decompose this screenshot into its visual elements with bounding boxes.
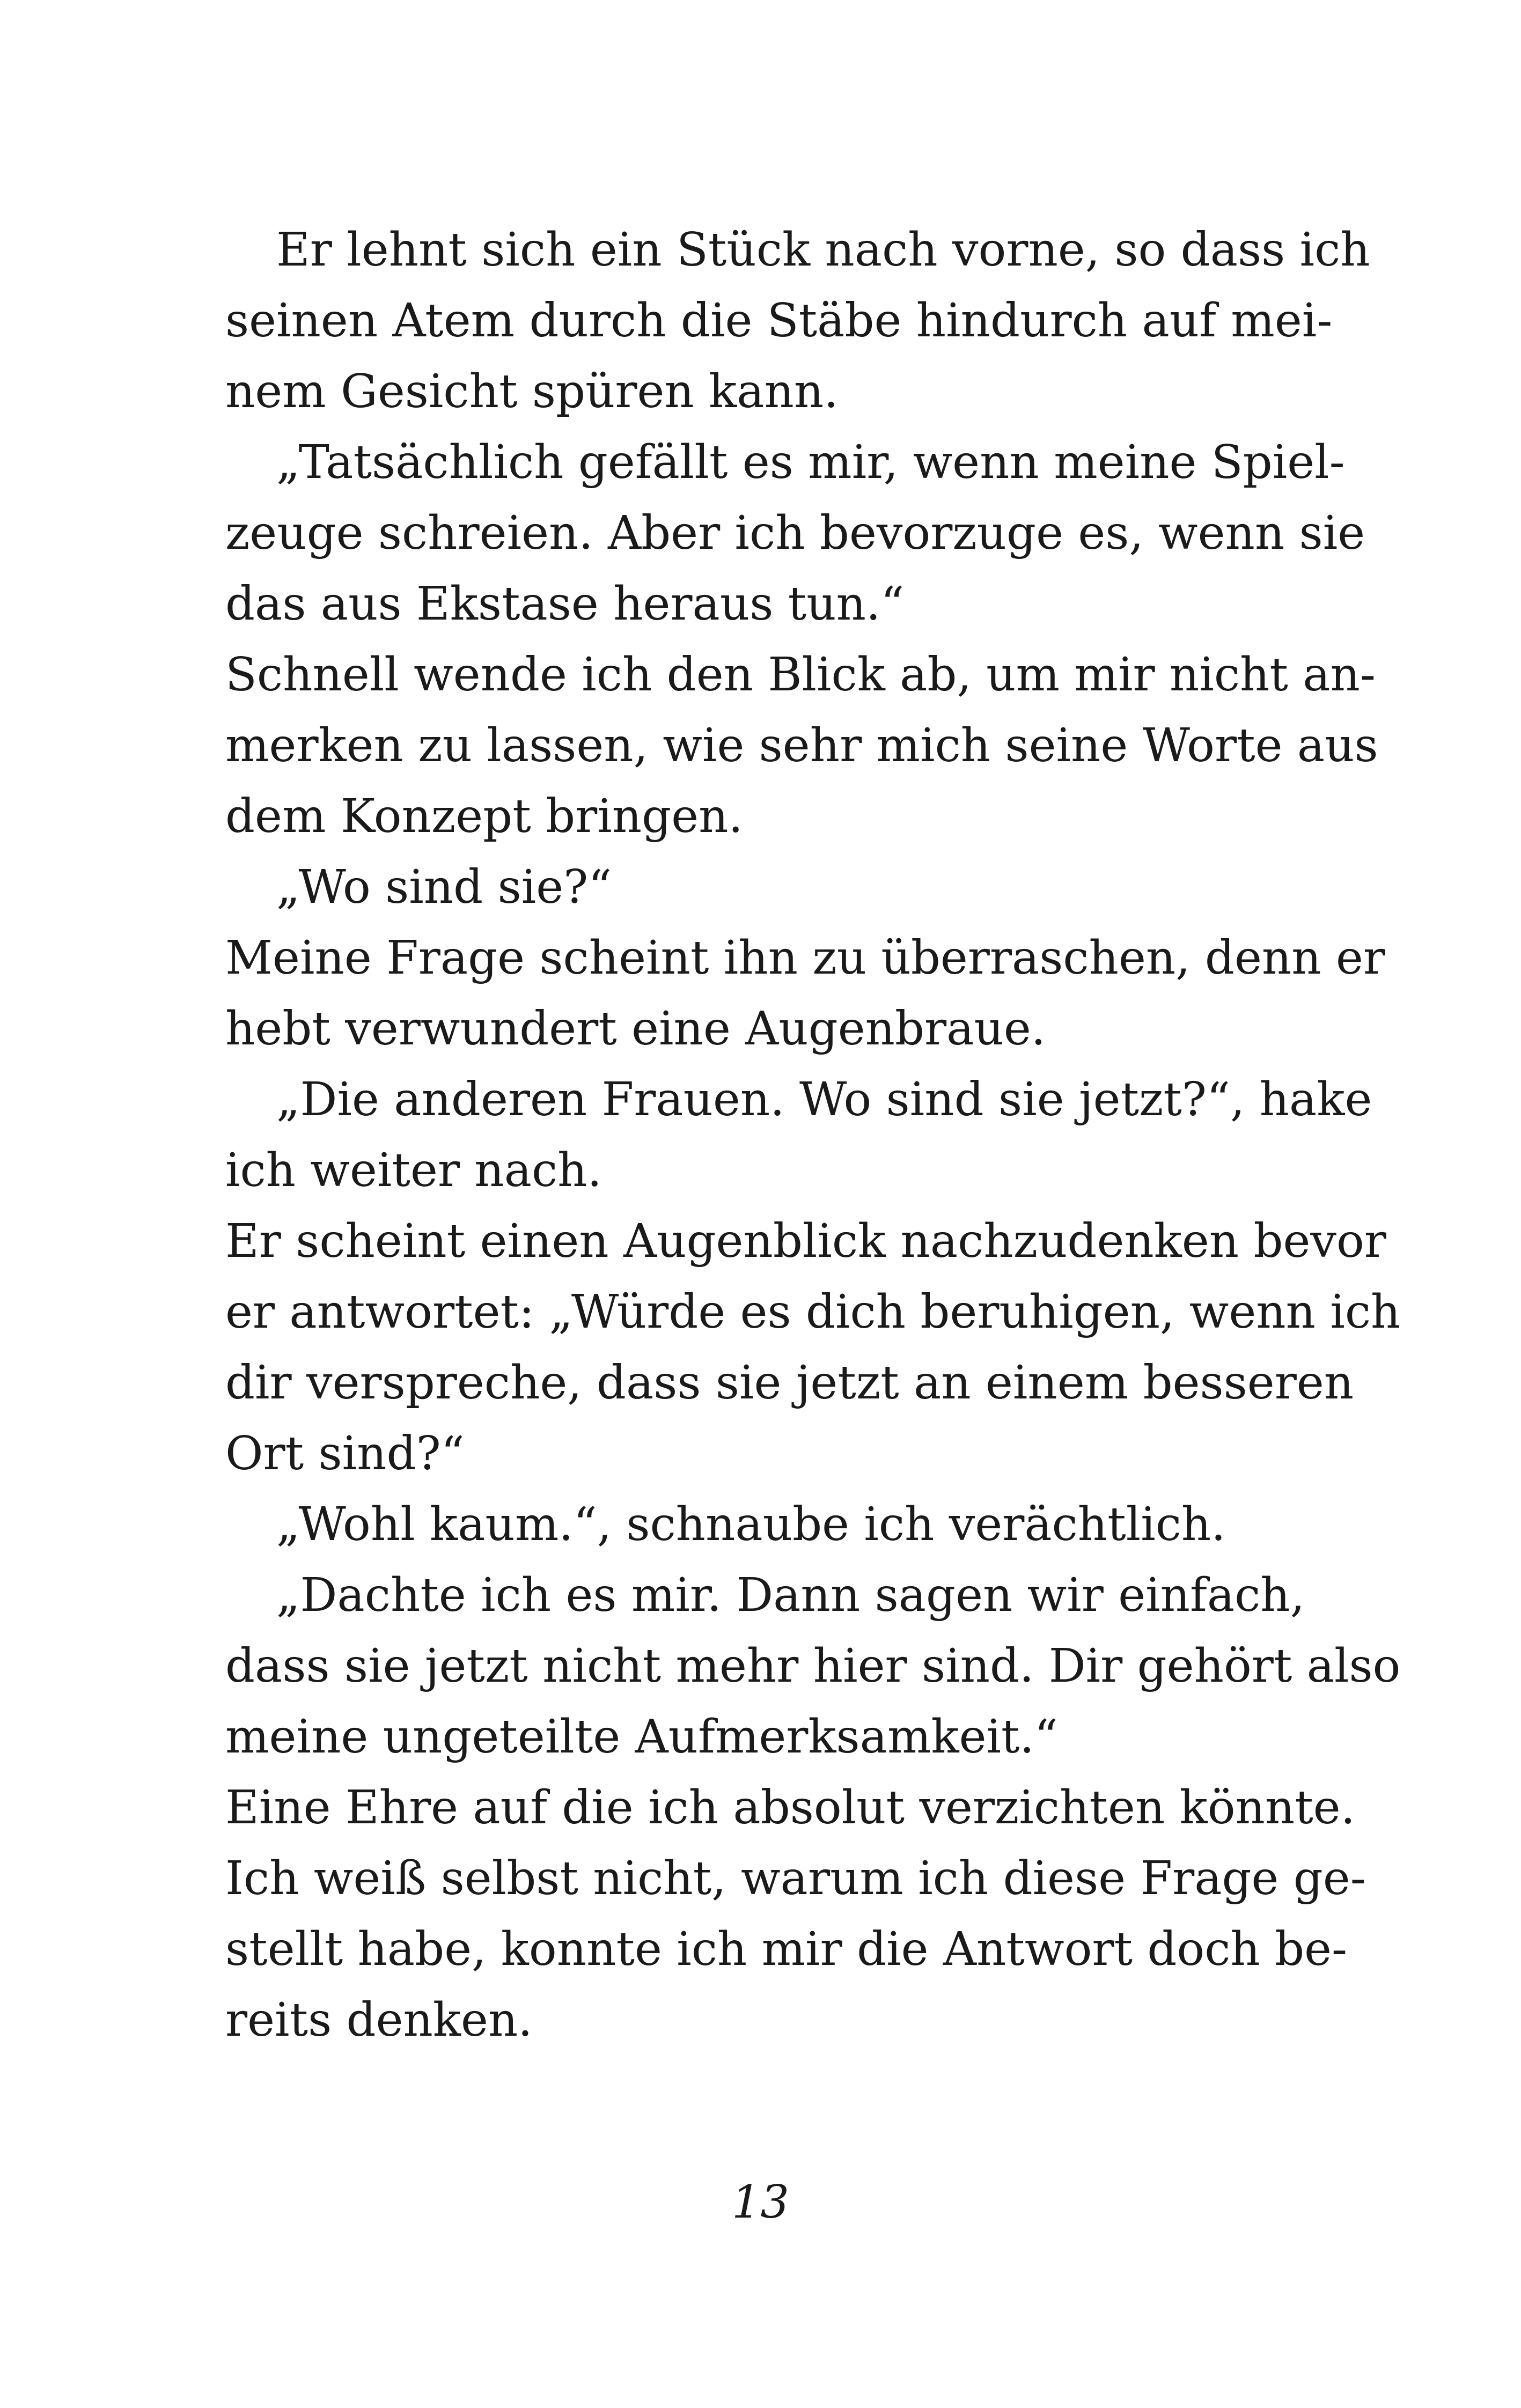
text-line: Ort sind?“ bbox=[225, 1427, 465, 1481]
text-line: dem Konzept bringen. bbox=[225, 790, 743, 843]
text-line: Eine Ehre auf die ich absolut verzichten könnte. bbox=[225, 1781, 1356, 1835]
text-line: Schnell wende ich den Blick ab, um mir nicht an- bbox=[225, 648, 1376, 702]
text-line: meine ungeteilte Aufmerksamkeit.“ bbox=[225, 1710, 1058, 1764]
text-line: dass sie jetzt nicht mehr hier sind. Dir gehört also bbox=[225, 1639, 1401, 1693]
text-line: stellt habe, konnte ich mir die Antwort doch be- bbox=[225, 1923, 1348, 1976]
text-line: „Die anderen Frauen. Wo sind sie jetzt?“, hake bbox=[276, 1073, 1372, 1126]
text-line: das aus Ekstase heraus tun.“ bbox=[225, 577, 905, 631]
text-line: reits denken. bbox=[225, 1993, 533, 2047]
text-line: seinen Atem durch die Stäbe hindurch auf mei- bbox=[225, 294, 1333, 348]
text-line: „Tatsächlich gefällt es mir, wenn meine Spiel- bbox=[276, 436, 1345, 489]
text-line: „Wohl kaum.“, schnaube ich verächtlich. bbox=[276, 1498, 1226, 1551]
text-line: nem Gesicht spüren kann. bbox=[225, 365, 839, 418]
body-text bbox=[225, 215, 1401, 2056]
text-line: dir verspreche, dass sie jetzt an einem besseren bbox=[225, 1356, 1354, 1410]
text-line: Ich weiß selbst nicht, warum ich diese Frage ge- bbox=[225, 1852, 1366, 1905]
text-line: merken zu lassen, wie sehr mich seine Worte aus bbox=[225, 719, 1378, 772]
text-line: ich weiter nach. bbox=[225, 1144, 602, 1197]
text-line: Meine Frage scheint ihn zu überraschen, denn er bbox=[225, 931, 1385, 985]
text-line: zeuge schreien. Aber ich bevorzuge es, wenn sie bbox=[225, 506, 1365, 560]
page-number: 13 bbox=[732, 2176, 789, 2228]
text-line: er antwortet: „Würde es dich beruhigen, wenn ich bbox=[225, 1285, 1401, 1339]
text-line: „Dachte ich es mir. Dann sagen wir einfach, bbox=[276, 1568, 1305, 1622]
text-line: Er scheint einen Augenblick nachzudenken bevor bbox=[225, 1214, 1386, 1268]
text-line: „Wo sind sie?“ bbox=[276, 860, 612, 914]
text-line: hebt verwundert eine Augenbraue. bbox=[225, 1002, 1046, 1056]
text-line: Er lehnt sich ein Stück nach vorne, so dass ich bbox=[276, 223, 1370, 277]
